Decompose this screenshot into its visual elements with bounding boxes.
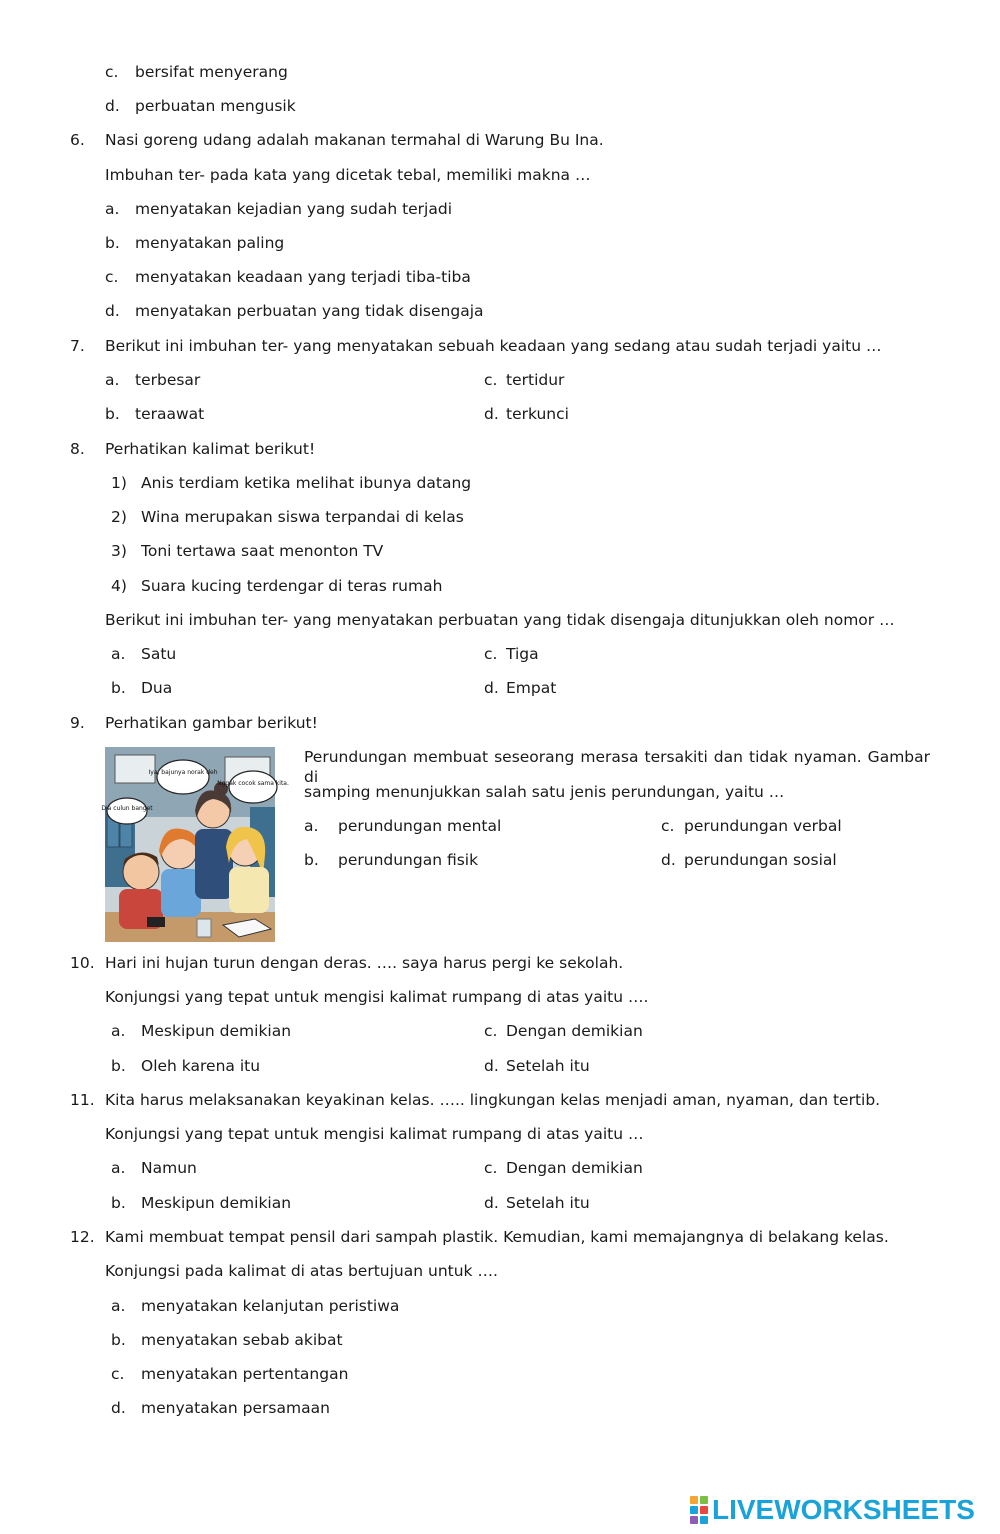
option-letter: a.	[304, 817, 319, 835]
option-text: Dengan demikian	[506, 1022, 643, 1040]
q6-option-a	[105, 199, 452, 219]
q11-stem: Kita harus melaksanakan keyakinan kelas. ….. lingkungan kelas menjadi aman, nyaman, dan tertib.	[105, 1091, 881, 1109]
q6-option-c	[105, 267, 471, 287]
q9-stem: Perhatikan gambar berikut!	[105, 714, 318, 732]
q11-question: Konjungsi yang tepat untuk mengisi kalimat rumpang di atas yaitu …	[105, 1125, 644, 1143]
q10-option-c	[484, 1021, 643, 1041]
sentence-text: Anis terdiam ketika melihat ibunya datang	[141, 474, 472, 492]
option-letter: c.	[484, 1159, 498, 1177]
option-text: terkunci	[506, 405, 569, 423]
option-letter: c.	[105, 63, 119, 81]
q10-option-d	[484, 1056, 590, 1076]
option-text: Meskipun demikian	[141, 1022, 292, 1040]
sentence-text: Suara kucing terdengar di teras rumah	[141, 577, 443, 595]
bubble-text-2: Nggak cocok sama kita.	[217, 780, 289, 787]
option-letter: a.	[111, 1159, 126, 1177]
q9-paragraph-line-2: samping menunjukkan salah satu jenis perundungan, yaitu …	[304, 783, 785, 801]
option-letter: d.	[105, 302, 120, 320]
q7-option-b	[105, 404, 204, 424]
q11-option-c	[484, 1158, 643, 1178]
q8-option-c	[484, 644, 539, 664]
q9-option-a	[304, 816, 501, 836]
option-letter: a.	[111, 1022, 126, 1040]
q12-option-a	[111, 1296, 399, 1316]
option-letter: c.	[661, 817, 675, 835]
sentence-number: 3)	[111, 542, 127, 560]
q9-option-d	[661, 850, 837, 870]
q8-option-b	[111, 678, 172, 698]
liveworksheets-logo-icon	[690, 1496, 708, 1524]
q11-option-a	[111, 1158, 197, 1178]
q9-option-b	[304, 850, 478, 870]
option-text: terbesar	[135, 371, 201, 389]
option-text: perundungan fisik	[338, 851, 479, 869]
option-text: menyatakan pertentangan	[141, 1365, 349, 1383]
option-letter: c.	[105, 268, 119, 286]
option-letter: d.	[484, 405, 499, 423]
option-letter: b.	[111, 1331, 126, 1349]
option-text: menyatakan perbuatan yang tidak disengaja	[135, 302, 484, 320]
option-text: Empat	[506, 679, 557, 697]
q8-question: Berikut ini imbuhan ter- yang menyatakan perbuatan yang tidak disengaja ditunjukkan oleh nomor …	[105, 611, 895, 629]
option-letter: c.	[111, 1365, 125, 1383]
q5-option-c	[105, 62, 288, 82]
q11-number: 11.	[70, 1091, 95, 1109]
q7-option-d	[484, 404, 569, 424]
option-letter: d.	[661, 851, 676, 869]
option-text: menyatakan kelanjutan peristiwa	[141, 1297, 400, 1315]
option-text: perundungan mental	[338, 817, 502, 835]
q7-option-a	[105, 370, 200, 390]
option-text: Dengan demikian	[506, 1159, 643, 1177]
option-text: Tiga	[506, 645, 539, 663]
option-text: menyatakan persamaan	[141, 1399, 330, 1417]
sentence-text: Toni tertawa saat menonton TV	[141, 542, 384, 560]
option-text: Dua	[141, 679, 173, 697]
q8-sentence-2	[111, 507, 464, 527]
q11-option-d	[484, 1193, 590, 1213]
option-text: perundungan sosial	[684, 851, 837, 869]
bubble-text-1: Iya, bajunya norak deh	[148, 769, 218, 776]
q8-option-a	[111, 644, 176, 664]
q6-stem: Nasi goreng udang adalah makanan termahal di Warung Bu Ina.	[105, 131, 604, 149]
option-text: menyatakan sebab akibat	[141, 1331, 343, 1349]
option-letter: b.	[111, 679, 126, 697]
option-text: menyatakan keadaan yang terjadi tiba-tiba	[135, 268, 471, 286]
option-letter: b.	[111, 1194, 126, 1212]
option-letter: b.	[105, 405, 120, 423]
liveworksheets-logo-text: LIVEWORKSHEETS	[712, 1494, 975, 1525]
option-letter: c.	[484, 371, 498, 389]
option-text: menyatakan kejadian yang sudah terjadi	[135, 200, 453, 218]
option-letter: d.	[484, 1057, 499, 1075]
bubble-text-3: Dia culun banget	[101, 805, 153, 812]
option-text: Satu	[141, 645, 177, 663]
option-text: Oleh karena itu	[141, 1057, 261, 1075]
sentence-text: Wina merupakan siswa terpandai di kelas	[141, 508, 464, 526]
q12-stem: Kami membuat tempat pensil dari sampah plastik. Kemudian, kami memajangnya di belakang kelas.	[105, 1228, 889, 1246]
q10-number: 10.	[70, 954, 95, 972]
option-letter: b.	[105, 234, 120, 252]
option-text: perbuatan mengusik	[135, 97, 296, 115]
q12-question: Konjungsi pada kalimat di atas bertujuan untuk ….	[105, 1262, 498, 1280]
q12-option-c	[111, 1364, 348, 1384]
q7-option-c	[484, 370, 564, 390]
option-text: Meskipun demikian	[141, 1194, 292, 1212]
option-letter: b.	[304, 851, 319, 869]
option-text: Setelah itu	[506, 1057, 590, 1075]
sentence-number: 4)	[111, 577, 127, 595]
option-letter: d.	[484, 679, 499, 697]
option-letter: a.	[105, 371, 120, 389]
option-text: Setelah itu	[506, 1194, 590, 1212]
option-letter: a.	[111, 1297, 126, 1315]
option-letter: d.	[111, 1399, 126, 1417]
q7-stem: Berikut ini imbuhan ter- yang menyatakan sebuah keadaan yang sedang atau sudah terjadi yaitu …	[105, 337, 882, 355]
sentence-number: 1)	[111, 474, 127, 492]
q8-number: 8.	[70, 440, 85, 458]
q12-number: 12.	[70, 1228, 95, 1246]
q6-option-b	[105, 233, 284, 253]
option-letter: a.	[111, 645, 126, 663]
liveworksheets-logo[interactable]	[690, 1494, 975, 1526]
bullying-illustration	[101, 747, 289, 942]
option-letter: a.	[105, 200, 120, 218]
q10-question: Konjungsi yang tepat untuk mengisi kalimat rumpang di atas yaitu ….	[105, 988, 649, 1006]
option-letter: d.	[484, 1194, 499, 1212]
option-text: tertidur	[506, 371, 565, 389]
q6-number: 6.	[70, 131, 85, 149]
q9-option-c	[661, 816, 842, 836]
q8-option-d	[484, 678, 556, 698]
q10-stem: Hari ini hujan turun dengan deras. …. saya harus pergi ke sekolah.	[105, 954, 624, 972]
option-letter: b.	[111, 1057, 126, 1075]
q5-option-d	[105, 96, 296, 116]
sentence-number: 2)	[111, 508, 127, 526]
q9-number: 9.	[70, 714, 85, 732]
q7-number: 7.	[70, 337, 85, 355]
q6-question: Imbuhan ter- pada kata yang dicetak tebal, memiliki makna …	[105, 166, 591, 184]
q8-sentence-4	[111, 576, 442, 596]
q11-option-b	[111, 1193, 291, 1213]
q8-sentence-3	[111, 541, 383, 561]
q8-sentence-1	[111, 473, 471, 493]
q12-option-d	[111, 1398, 330, 1418]
q6-option-d	[105, 301, 484, 321]
option-letter: c.	[484, 645, 498, 663]
option-text: perundungan verbal	[684, 817, 842, 835]
q9-paragraph-line-1: Perundungan membuat seseorang merasa tersakiti dan tidak nyaman. Gambar di	[304, 748, 930, 786]
option-letter: d.	[105, 97, 120, 115]
option-text: Namun	[141, 1159, 197, 1177]
q10-option-b	[111, 1056, 260, 1076]
q10-option-a	[111, 1021, 291, 1041]
q8-stem: Perhatikan kalimat berikut!	[105, 440, 316, 458]
q12-option-b	[111, 1330, 343, 1350]
option-text: teraawat	[135, 405, 205, 423]
option-text: menyatakan paling	[135, 234, 285, 252]
option-letter: c.	[484, 1022, 498, 1040]
option-text: bersifat menyerang	[135, 63, 288, 81]
